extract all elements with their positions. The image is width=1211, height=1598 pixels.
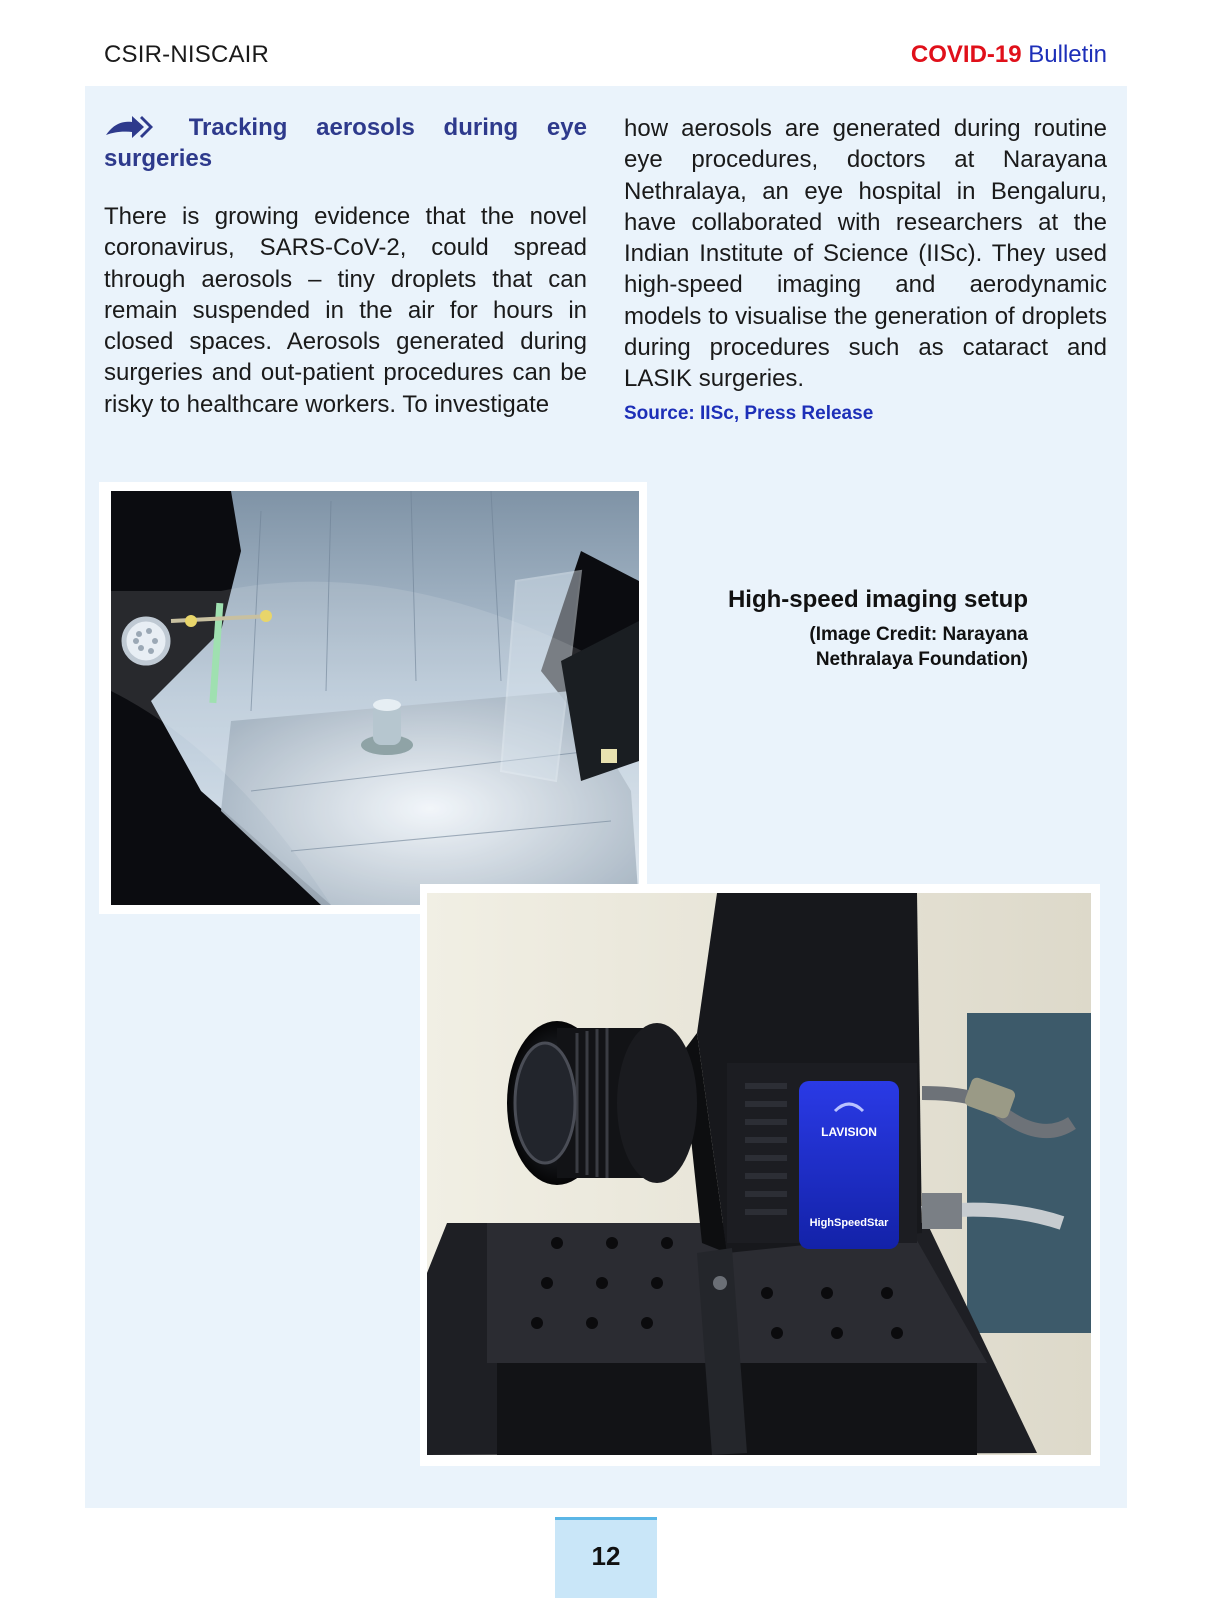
publisher-name: CSIR-NISCAIR (104, 41, 270, 68)
caption-credit-line: (Image Credit: Narayana (809, 624, 1028, 645)
caption-credit-line: Nethralaya Foundation) (815, 649, 1028, 670)
figure-caption (728, 586, 1028, 672)
page-number: 12 (591, 1541, 621, 1571)
photo-lab-setup (111, 491, 639, 905)
bulletin-title (911, 41, 1107, 69)
photo-camera-frame (420, 884, 1100, 1466)
article-column-left (104, 112, 587, 420)
bulletin-title-bulletin: Bulletin (1028, 41, 1107, 68)
article-column-right (624, 113, 1107, 429)
title-line-2: surgeries (104, 145, 213, 172)
title-word: eye (546, 114, 587, 141)
article-body-right: how aerosols are generated during routine eye procedures, doctors at Narayana Nethralaya, an eye hospital in Bengaluru, have collaborated with researchers at the Indian Institute of Science (IISc). They used high-speed imaging and aerodynamic models to visualise the generation of droplets during procedures such as cataract and LASIK surgeries. (624, 115, 1107, 393)
title-word: during (443, 114, 519, 141)
article-body-left: There is growing evidence that the novel coronavirus, SARS-CoV-2, could spread through aerosols – tiny droplets that can remain suspended in the air for hours in closed spaces. Aerosols generated during surgeries and out-patient procedures can be risky to healthcare workers. To investigate (104, 203, 587, 418)
title-word: aerosols (316, 114, 415, 141)
camera-brand-text: LAVISION (821, 1125, 877, 1139)
caption-title: High-speed imaging setup (727, 586, 1028, 613)
camera-model-text: HighSpeedStar (809, 1217, 889, 1229)
photo-camera (427, 893, 1091, 1455)
caption-credit (728, 622, 1028, 672)
source-credit: Source: IISc, Press Release (624, 402, 874, 424)
double-arrow-icon (104, 113, 154, 143)
photo-lab-setup-frame (99, 482, 647, 914)
page-number-box (555, 1517, 657, 1598)
article-title (104, 112, 587, 174)
bulletin-title-covid: COVID-19 (910, 41, 1022, 68)
title-word: Tracking (188, 114, 288, 141)
